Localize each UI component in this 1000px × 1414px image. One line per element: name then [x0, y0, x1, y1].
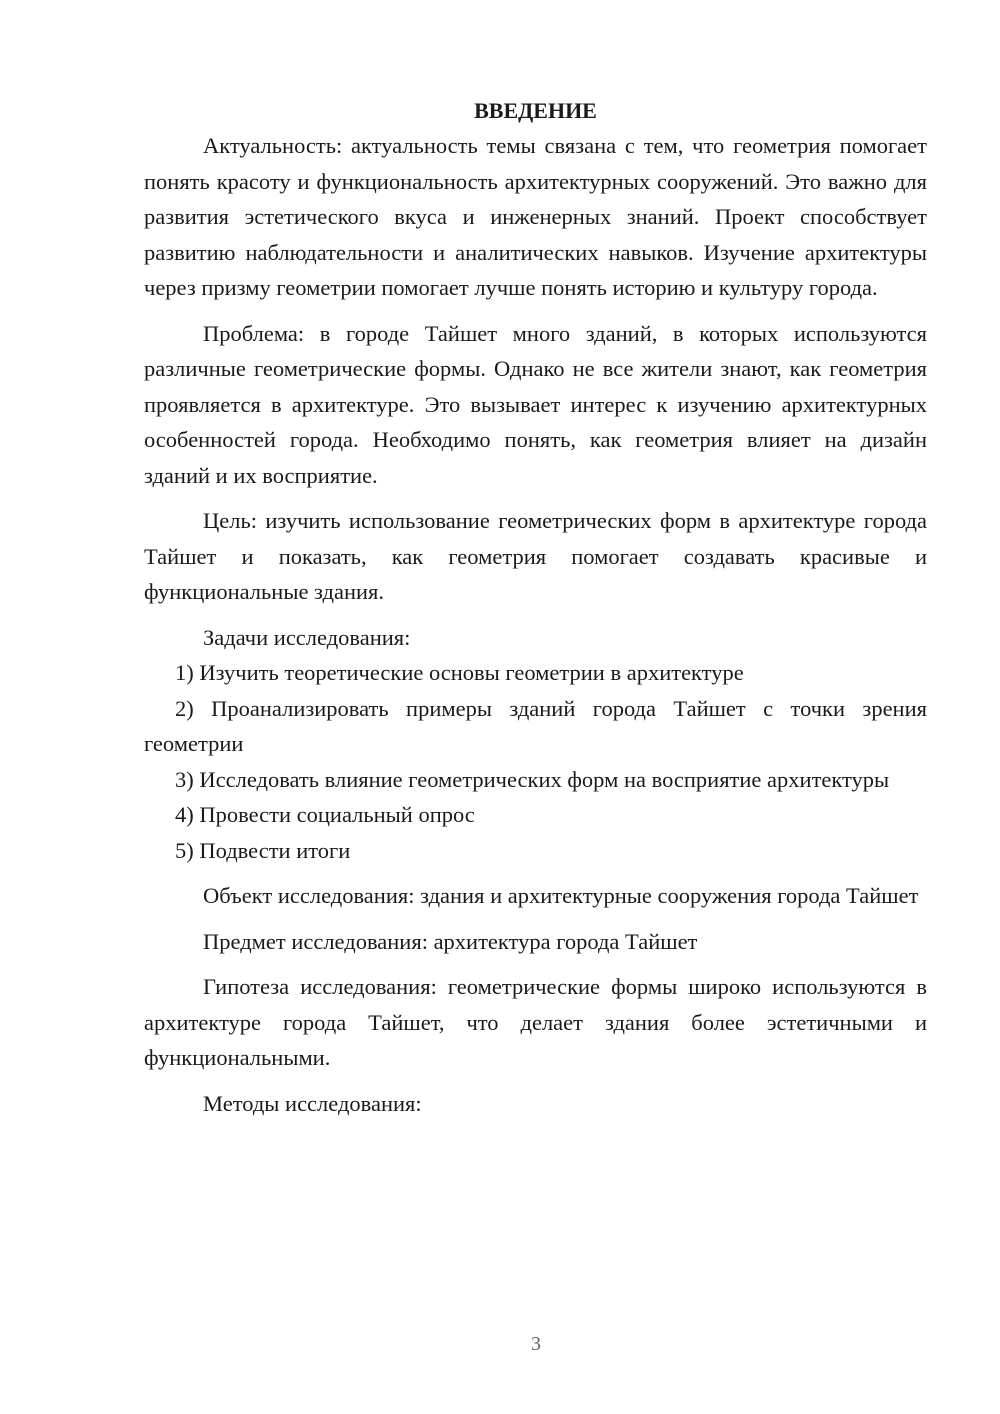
tasks-heading: Задачи исследования:: [203, 624, 411, 650]
relevance-paragraph: Актуальность: актуальность темы связана с тем, что геометрия помогает понять красоту и функциональность архитектурных сооружений. Это важно для развития эстетического вкуса и инженерных знаний. Проект способствует развитию наблюдательности и аналитических навыков. Изучение архитектуры через призму геометрии помогает лучше понять историю и культуру города.: [144, 133, 927, 300]
page-content: [144, 96, 927, 1121]
object-paragraph: Объект исследования: здания и архитектурные сооружения города Тайшет: [203, 883, 919, 908]
goal-paragraph: Цель: изучить использование геометрических форм в архитектуре города Тайшет и показать, как геометрия помогает создавать красивые и функциональные здания.: [144, 508, 927, 604]
hypothesis-paragraph: Гипотеза исследования: геометрические формы широко используются в архитектуре города Тайшет, что делает здания более эстетичными и функциональными.: [144, 974, 927, 1070]
task-item-4: 4) Провести социальный опрос: [175, 802, 475, 827]
problem-paragraph: Проблема: в городе Тайшет много зданий, в которых используются различные геометрические формы. Однако не все жители знают, как геометрия проявляется в архитектуре. Это вызывает интерес к изучению архитектурных особенностей города. Необходимо понять, как геометрия влияет на дизайн зданий и их восприятие.: [144, 320, 927, 488]
task-item-5: 5) Подвести итоги: [175, 837, 351, 863]
task-item-1: 1) Изучить теоретические основы геометрии в архитектуре: [175, 660, 744, 685]
section-title: ВВЕДЕНИЕ: [474, 98, 597, 123]
task-item-3: 3) Исследовать влияние геометрических форм на восприятие архитектуры: [175, 766, 890, 792]
subject-paragraph: Предмет исследования: архитектура города Тайшет: [203, 928, 698, 954]
methods-heading: Методы исследования:: [203, 1090, 422, 1116]
page-number: 3: [531, 1333, 541, 1355]
task-item-2: 2) Проанализировать примеры зданий города Тайшет с точки зрения геометрии: [144, 695, 927, 756]
